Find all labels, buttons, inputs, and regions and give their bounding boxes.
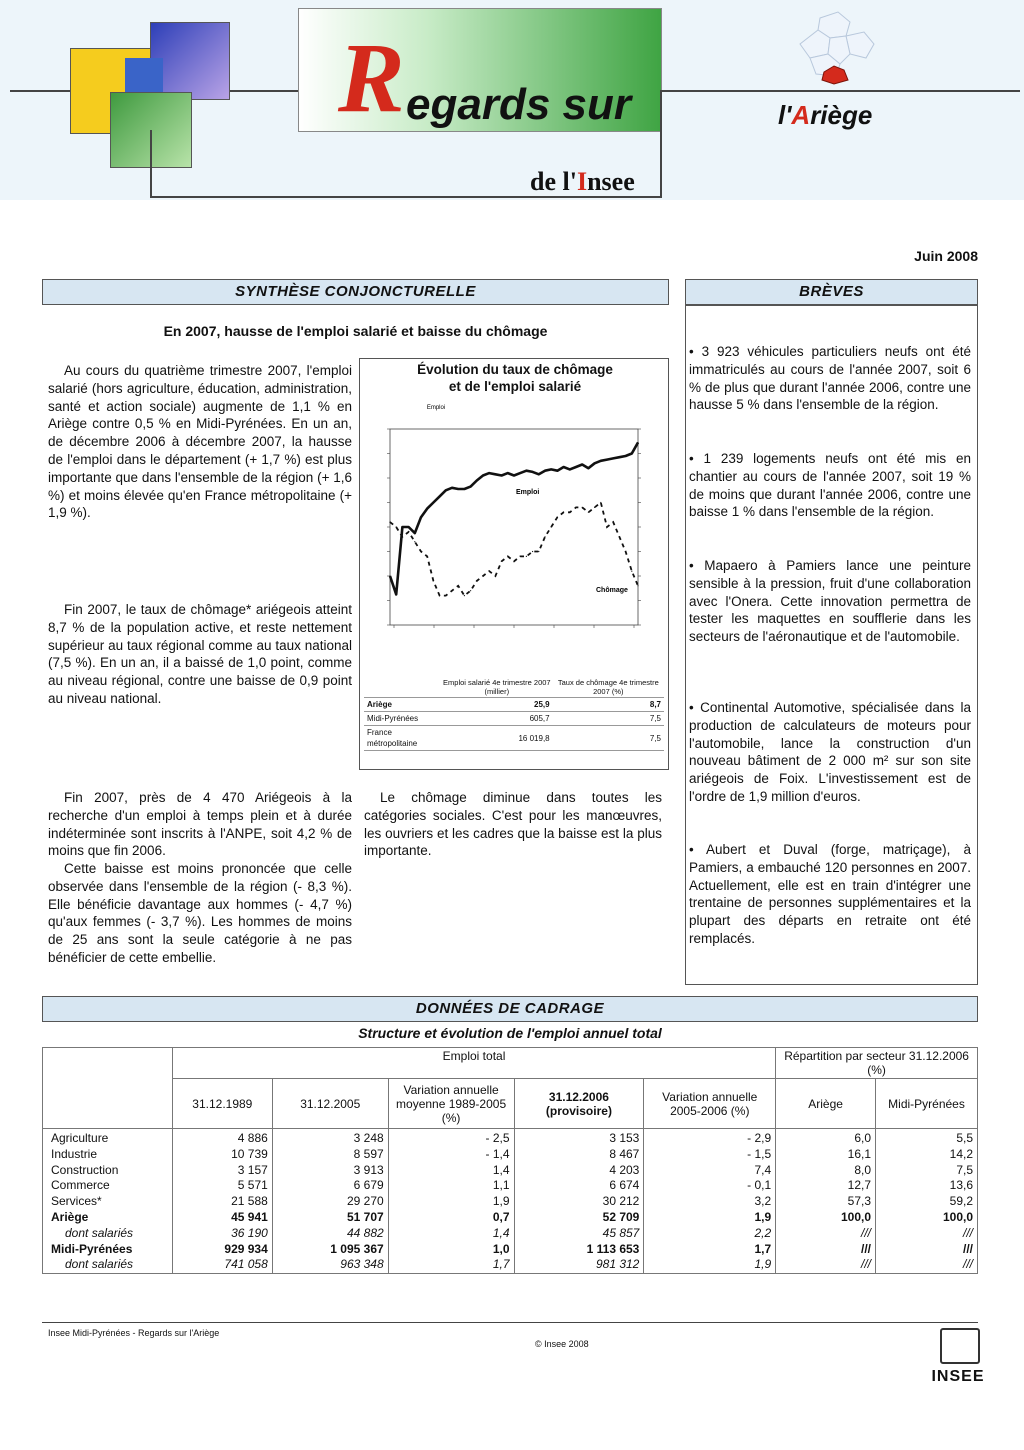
data-point-emploi [538, 474, 539, 475]
section-header-cadrage: DONNÉES DE CADRAGE [42, 996, 978, 1022]
table-cell: 1,9 [644, 1210, 776, 1226]
table-cell: 57,3 [776, 1194, 876, 1210]
table-cell: 0,7 [388, 1210, 514, 1226]
data-point-emploi [445, 490, 446, 491]
data-point-chomage [389, 522, 390, 523]
table-cell: 1 113 653 [514, 1242, 644, 1258]
chart-table-header-cell [364, 677, 441, 698]
table-cell: 741 058 [172, 1257, 272, 1273]
table-cell: 1,0 [388, 1242, 514, 1258]
data-point-emploi [402, 526, 403, 527]
paragraph: Cette baisse est moins prononcée que celle observée dans l'ensemble de la région (- 8,3 %). Elle bénéficie davantage aux hommes (- 4,7 %) qu'aux femmes (- 3,7 %). Les hommes de moins de 25 ans sont la seule catégorie à ne pas bénéficier de cette embellie. [48, 861, 352, 965]
chart-summary-table [364, 677, 664, 753]
table-header-cell: Ariège [776, 1079, 876, 1129]
table-cell: 7,4 [644, 1163, 776, 1179]
data-point-emploi [606, 459, 607, 460]
footer-address [48, 1328, 219, 1340]
table-cell: 3 153 [514, 1129, 644, 1147]
data-point-chomage [526, 556, 527, 557]
table-cell: 36 190 [172, 1226, 272, 1242]
table-header-cell: 31.12.1989 [172, 1079, 272, 1129]
chart-plot [360, 399, 670, 639]
logo-initial: R [338, 22, 405, 133]
table-cell: 6 679 [272, 1178, 388, 1194]
data-point-emploi [476, 480, 477, 481]
chart-title-line: Évolution du taux de chômage [417, 362, 613, 377]
data-point-emploi [600, 460, 601, 461]
logo-sub-i: I [576, 167, 588, 196]
breve-item: • 1 239 logements neufs ont été mis en chantier au cours de l'année 2007, soit 19 % de moins que durant l'année 2006, contre une baisse 1 % dans l'ensemble de la région. [689, 451, 971, 520]
breve-item: • Mapaero à Pamiers lance une peinture sensible à la pression, fruit d'une collaboration avec l'Onera. Cette innovation permettra de tester les maquettes en soufflerie dans les secteurs de l'aéronautique et de l'automobile. [689, 558, 971, 645]
table-row [43, 1257, 978, 1273]
logo-subtitle [530, 168, 635, 196]
table-cell: 4 886 [172, 1129, 272, 1147]
table-cell: 10 739 [172, 1147, 272, 1163]
data-point-emploi [451, 487, 452, 488]
data-point-emploi [427, 508, 428, 509]
data-point-chomage [637, 585, 638, 586]
data-point-emploi [439, 496, 440, 497]
row-taux: 7,5 [553, 712, 664, 726]
table-header-group: Emploi total [172, 1048, 775, 1079]
table-cell: 8 467 [514, 1147, 644, 1163]
row-label: Commerce [43, 1178, 173, 1194]
left-axis-title: Emploi [426, 405, 446, 411]
paragraph: Fin 2007, près de 4 470 Ariégeois à la recherche d'un emploi à temps plein et à durée indéterminée sont inscrits à l'ANPE, soit 4,2 % de moins que fin 2006. [48, 790, 352, 859]
data-point-emploi [414, 533, 415, 534]
table-cell: 12,7 [776, 1178, 876, 1194]
table-cell: 45 941 [172, 1210, 272, 1226]
row-label: Ariège [43, 1210, 173, 1226]
department-name [778, 100, 872, 130]
footer-rule [42, 1322, 978, 1323]
table-cell: 4 203 [514, 1163, 644, 1179]
breve-item: • Continental Automotive, spécialisée dans la production de calculateurs de moteurs pour l'automobile, lance la construction d'un nouveau bâtiment de 2 000 m² sur son site ariégeois de Foix. L'investissement est de l'ordre de 1,9 million d'euros. [689, 700, 971, 804]
table-header-cell: 31.12.2005 [272, 1079, 388, 1129]
table-cell: /// [776, 1242, 876, 1258]
table-cell: /// [876, 1226, 978, 1242]
table-cell: - 2,9 [644, 1129, 776, 1147]
data-point-chomage [439, 595, 440, 596]
right-axis-ticks [638, 429, 641, 625]
row-label: Midi-Pyrénées [43, 1242, 173, 1258]
chart-table-row [364, 726, 664, 751]
data-point-emploi [551, 469, 552, 470]
region-map-icon [790, 8, 880, 88]
left-axis-ticks [387, 429, 390, 625]
table-row [43, 1210, 978, 1226]
table-cell: 5,5 [876, 1129, 978, 1147]
chart-table-header-cell: Taux de chômage 4e trimestre 2007 (%) [557, 678, 659, 696]
logo-title: egards sur [406, 80, 631, 129]
table-cell: 59,2 [876, 1194, 978, 1210]
row-label: France métropolitaine [364, 726, 441, 751]
data-point-chomage [495, 575, 496, 576]
table-row [43, 1129, 978, 1147]
table-cell: 45 857 [514, 1226, 644, 1242]
table-cell: 8,0 [776, 1163, 876, 1179]
table-cell: 6,0 [776, 1129, 876, 1147]
table-cell: 13,6 [876, 1178, 978, 1194]
chart-title-line: et de l'emploi salarié [448, 379, 582, 394]
table-cell: 1,7 [388, 1257, 514, 1273]
chart-box [359, 358, 669, 770]
data-point-chomage [445, 595, 446, 596]
paragraph: Le chômage diminue dans toutes les catégories sociales. C'est pour les manœuvres, les ouvriers et les cadres que la baisse est la plus importante. [364, 790, 662, 859]
data-point-emploi [563, 466, 564, 467]
dept-rest: riège [810, 100, 873, 130]
data-point-emploi [408, 526, 409, 527]
table-header-cell: Variation annuelle moyenne 1989-2005 (%) [388, 1079, 514, 1129]
table-cell: 3,2 [644, 1194, 776, 1210]
chart-table-header [364, 677, 664, 698]
data-point-chomage [625, 551, 626, 552]
data-point-chomage [489, 571, 490, 572]
table-cell: 3 913 [272, 1163, 388, 1179]
table-cell: 3 157 [172, 1163, 272, 1179]
data-point-emploi [495, 474, 496, 475]
data-point-chomage [575, 507, 576, 508]
chart-points [389, 442, 638, 596]
table-cell: 963 348 [272, 1257, 388, 1273]
chart-table-row [364, 698, 664, 712]
table-cell: /// [876, 1242, 978, 1258]
data-point-emploi [526, 470, 527, 471]
row-taux: 7,5 [553, 726, 664, 751]
data-point-chomage [513, 561, 514, 562]
series-label-chomage: Chômage [596, 587, 628, 594]
table-cell: 7,5 [876, 1163, 978, 1179]
data-point-emploi [625, 455, 626, 456]
table-cell: 1 095 367 [272, 1242, 388, 1258]
table-cell: 6 674 [514, 1178, 644, 1194]
data-point-emploi [396, 594, 397, 595]
data-point-chomage [532, 551, 533, 552]
logo-sub-de: de l' [530, 167, 577, 196]
table-cell: 8 597 [272, 1147, 388, 1163]
plot-frame [390, 429, 638, 625]
table-cell: 3 248 [272, 1129, 388, 1147]
data-point-chomage [476, 580, 477, 581]
data-point-emploi [420, 517, 421, 518]
data-point-chomage [396, 526, 397, 527]
row-emploi: 16 019,8 [441, 726, 553, 751]
data-point-emploi [588, 468, 589, 469]
data-point-chomage [594, 507, 595, 508]
insee-wordmark: INSEE [931, 1368, 985, 1385]
publication-date: Juin 2008 [914, 248, 978, 264]
data-point-emploi [458, 488, 459, 489]
data-point-chomage [544, 536, 545, 537]
data-point-chomage [414, 541, 415, 542]
table-header-cell: Variation annuelle 2005-2006 (%) [644, 1079, 776, 1129]
table-row [43, 1194, 978, 1210]
data-point-chomage [520, 556, 521, 557]
row-label: dont salariés [43, 1257, 173, 1273]
table-cell: - 1,4 [388, 1147, 514, 1163]
insee-logo [926, 1328, 990, 1400]
series-line-chomage [390, 503, 638, 596]
footer-gap [535, 1328, 589, 1339]
footer-line: Insee Midi-Pyrénées - Regards sur l'Ariège [48, 1328, 220, 1338]
logo-frame-line [150, 130, 152, 198]
data-point-chomage [588, 512, 589, 513]
table-cell: - 2,5 [388, 1129, 514, 1147]
data-point-emploi [575, 466, 576, 467]
table-body [43, 1129, 978, 1274]
table-cell: 100,0 [776, 1210, 876, 1226]
data-point-emploi [501, 475, 502, 476]
table-cell: /// [776, 1226, 876, 1242]
data-point-emploi [464, 488, 465, 489]
dept-l: l' [778, 100, 792, 130]
data-point-emploi [482, 475, 483, 476]
data-point-chomage [470, 590, 471, 591]
table-title: Structure et évolution de l'emploi annuel total [358, 1025, 662, 1041]
article-title: En 2007, hausse de l'emploi salarié et baisse du chômage [163, 323, 548, 339]
table-cell: 30 212 [514, 1194, 644, 1210]
table-cell: 14,2 [876, 1147, 978, 1163]
data-point-emploi [532, 471, 533, 472]
data-point-chomage [482, 575, 483, 576]
data-point-chomage [427, 556, 428, 557]
chart-table-row [364, 712, 664, 726]
table-cell: 981 312 [514, 1257, 644, 1273]
table-cell: 1,1 [388, 1178, 514, 1194]
row-label: Ariège [364, 698, 441, 712]
table-cell: /// [876, 1257, 978, 1273]
chart-source [364, 751, 664, 754]
data-point-chomage [551, 526, 552, 527]
data-point-emploi [544, 470, 545, 471]
table-row [43, 1147, 978, 1163]
table-cell: 2,2 [644, 1226, 776, 1242]
row-label: Construction [43, 1163, 173, 1179]
section-header-breves: BRÈVES [685, 279, 978, 305]
logo-frame-line [150, 196, 662, 198]
data-point-chomage [420, 551, 421, 552]
data-point-chomage [600, 502, 601, 503]
data-point-emploi [569, 469, 570, 470]
insee-mark-icon [940, 1328, 980, 1364]
table-cell: 44 882 [272, 1226, 388, 1242]
table-cell: 100,0 [876, 1210, 978, 1226]
data-point-chomage [619, 536, 620, 537]
data-point-chomage [538, 551, 539, 552]
table-cell: 929 934 [172, 1242, 272, 1258]
row-label: Services* [43, 1194, 173, 1210]
table-cell: 52 709 [514, 1210, 644, 1226]
data-point-emploi [613, 458, 614, 459]
table-cell: 1,7 [644, 1242, 776, 1258]
row-emploi: 605,7 [441, 712, 553, 726]
row-label: dont salariés [43, 1226, 173, 1242]
row-label: Industrie [43, 1147, 173, 1163]
table-cell: 1,4 [388, 1163, 514, 1179]
series-line-emploi [390, 443, 638, 595]
data-point-chomage [613, 522, 614, 523]
data-point-emploi [513, 475, 514, 476]
table-cell: - 0,1 [644, 1178, 776, 1194]
footer-copyright: © Insee 2008 [535, 1339, 589, 1349]
table-cell: /// [776, 1257, 876, 1273]
logo-frame-line [660, 90, 662, 198]
data-point-chomage [408, 531, 409, 532]
table-header-cell: 31.12.2006 (provisoire) [514, 1079, 644, 1129]
data-point-emploi [507, 473, 508, 474]
table-row [43, 1226, 978, 1242]
section-header-synthese: SYNTHÈSE CONJONCTURELLE [42, 279, 669, 305]
chart-title [360, 361, 670, 395]
breve-item: • 3 923 véhicules particuliers neufs ont été immatriculés au cours de l'année 2007, soit 6 % de plus que durant l'année 2006, contre une hausse 5 % dans l'ensemble de la région. [689, 344, 971, 413]
row-label: Midi-Pyrénées [364, 712, 441, 726]
data-point-chomage [501, 561, 502, 562]
data-point-chomage [631, 571, 632, 572]
data-point-chomage [433, 580, 434, 581]
data-point-emploi [637, 442, 638, 443]
data-point-emploi [389, 575, 390, 576]
data-point-chomage [402, 536, 403, 537]
row-taux: 8,7 [553, 698, 664, 712]
row-label: Agriculture [43, 1129, 173, 1147]
data-point-emploi [489, 473, 490, 474]
data-point-emploi [557, 470, 558, 471]
table-row [43, 1242, 978, 1258]
table-header-group: Répartition par secteur 31.12.2006 (%) [776, 1048, 978, 1079]
data-point-chomage [557, 517, 558, 518]
table-cell: 29 270 [272, 1194, 388, 1210]
data-point-emploi [582, 464, 583, 465]
data-point-chomage [507, 556, 508, 557]
row-emploi: 25,9 [441, 698, 553, 712]
table-cell: 51 707 [272, 1210, 388, 1226]
table-header-row [43, 1079, 978, 1129]
data-point-chomage [451, 590, 452, 591]
footer-credits [535, 1328, 589, 1351]
dept-a: A [791, 100, 811, 130]
table-cell: 1,9 [644, 1257, 776, 1273]
data-point-chomage [458, 585, 459, 586]
x-axis-ticks [394, 625, 634, 628]
data-point-emploi [594, 463, 595, 464]
table-row [43, 1178, 978, 1194]
table-cell: - 1,5 [644, 1147, 776, 1163]
breve-item: • Aubert et Duval (forge, matriçage), à Pamiers, a embauché 120 personnes en 2007. Actuellement, elle est en train d'intégrer une trentaine de personnes supplémentaires et la plupart des départs en retraite ont été remplacés. [689, 842, 971, 946]
data-point-chomage [582, 507, 583, 508]
data-point-emploi [433, 502, 434, 503]
data-point-chomage [563, 512, 564, 513]
chart-table-header-cell: Emploi salarié 4e trimestre 2007 (millier) [443, 678, 551, 696]
table-cell: 21 588 [172, 1194, 272, 1210]
chart-table-source-row [364, 751, 664, 754]
emploi-table [42, 1047, 978, 1274]
data-point-chomage [569, 512, 570, 513]
table-header-cell [43, 1048, 173, 1129]
data-point-emploi [631, 453, 632, 454]
data-point-emploi [470, 486, 471, 487]
data-point-chomage [464, 595, 465, 596]
table-cell: 1,4 [388, 1226, 514, 1242]
paragraph: Fin 2007, le taux de chômage* ariégeois atteint 8,7 % de la population active, et reste nettement supérieur au taux régional comme au taux national (7,5 %). En un an, il a baissé de 1,0 point, comme au niveau régional, contre une baisse de 0,9 point au niveau national. [48, 602, 352, 706]
paragraph: Au cours du quatrième trimestre 2007, l'emploi salarié (hors agriculture, éducation, administration, santé et action sociale) augmente de 1,1 % en Ariège contre 0,5 % en Midi-Pyrénées. En un an, de décembre 2006 à décembre 2007, la hausse de l'emploi dans le département (+ 1,7 %) est plus importante que dans l'ensemble de la région (+ 1,6 %) et moins élevée qu'en France métropolitaine (+ 1,9 %). [48, 363, 352, 521]
table-header-row [43, 1048, 978, 1079]
data-point-emploi [520, 473, 521, 474]
series-label-emploi: Emploi [516, 489, 540, 496]
data-point-chomage [606, 526, 607, 527]
logo-sub-nsee: nsee [587, 167, 635, 196]
data-point-emploi [619, 457, 620, 458]
table-cell: 1,9 [388, 1194, 514, 1210]
table-cell: 5 571 [172, 1178, 272, 1194]
table-row [43, 1163, 978, 1179]
table-cell: 16,1 [776, 1147, 876, 1163]
table-header-cell: Midi-Pyrénées [876, 1079, 978, 1129]
